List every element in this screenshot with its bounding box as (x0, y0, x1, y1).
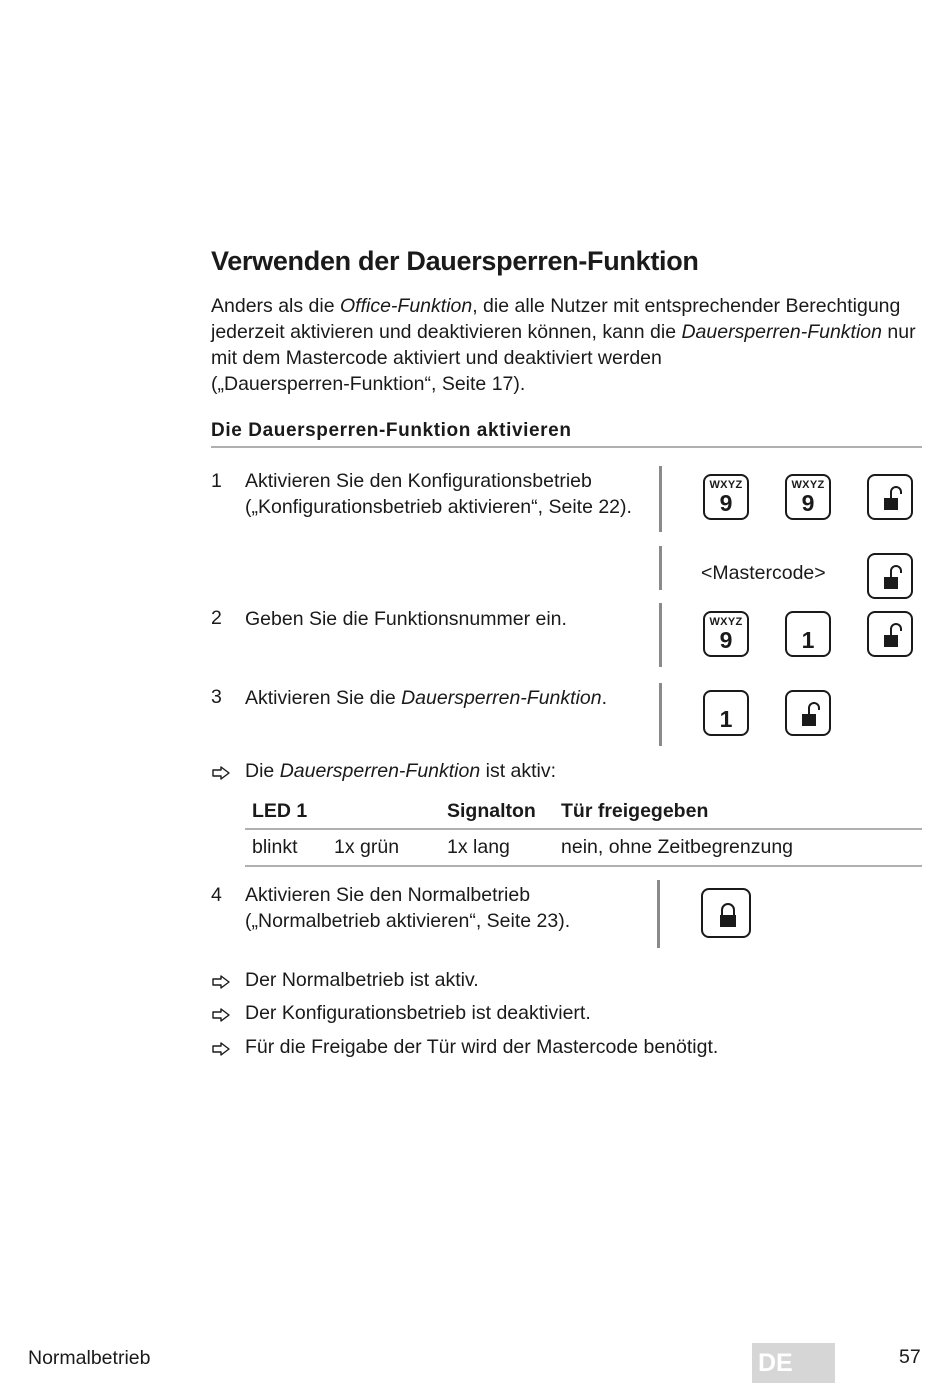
result-arrow-icon (211, 1042, 231, 1056)
table-cell: 1x lang (447, 836, 510, 858)
step-divider (657, 880, 660, 948)
unlock-key[interactable] (867, 553, 913, 599)
result-arrow-icon (211, 1008, 231, 1022)
result-text: Für die Freigabe der Tür wird der Mastercode benötigt. (245, 1036, 719, 1058)
step-divider (659, 466, 662, 532)
key-digit: 1 (719, 706, 733, 732)
unlock-key[interactable] (867, 474, 913, 520)
lock-icon (703, 890, 753, 940)
step-line: („Konfigurationsbetrieb aktivieren“, Seite 22). (245, 496, 632, 518)
key-digit: 9 (801, 490, 815, 516)
page-number: 57 (899, 1346, 921, 1368)
mastercode-label: <Mastercode> (701, 562, 826, 584)
key-digit: 1 (801, 627, 815, 653)
intro-text: mit dem Mastercode aktiviert und deaktiviert werden (211, 347, 662, 369)
step-number: 3 (211, 686, 222, 708)
key-letters: WXYZ (709, 616, 743, 628)
step-line: („Normalbetrieb aktivieren“, Seite 23). (245, 910, 571, 932)
table-cell: nein, ohne Zeitbegrenzung (561, 836, 794, 858)
key-digit: 9 (719, 627, 733, 653)
step-4-text (245, 882, 570, 934)
step-2-text: Geben Sie die Funktionsnummer ein. (245, 608, 567, 630)
unlock-icon (787, 692, 833, 738)
key-letters: WXYZ (709, 479, 743, 491)
table-header-door: Tür freigegeben (561, 800, 709, 822)
intro-text: nur (881, 321, 916, 343)
unlock-icon (869, 476, 915, 522)
unlock-key[interactable] (785, 690, 831, 736)
intro-text: , die alle Nutzer mit entsprechender Berechtigung (472, 295, 901, 317)
result-text: Der Konfigurationsbetrieb ist deaktiviert. (245, 1002, 591, 1024)
step-1-text (245, 468, 632, 520)
key-9-wxyz[interactable] (785, 474, 831, 520)
step-number: 2 (211, 607, 222, 629)
result-active-text (245, 760, 556, 783)
step-emphasis: Dauersperren-Funktion (401, 687, 602, 709)
step-line: Aktivieren Sie den Konfigurationsbetrieb (245, 470, 592, 492)
key-9-wxyz[interactable] (703, 474, 749, 520)
intro-text: jederzeit aktivieren und deaktivieren können, kann die (211, 321, 682, 343)
footer-section-title: Normalbetrieb (28, 1347, 151, 1369)
result-text: Der Normalbetrieb ist aktiv. (245, 969, 479, 991)
table-cell: blinkt (252, 836, 298, 858)
unlock-icon (869, 613, 915, 659)
step-divider (659, 683, 662, 746)
result-emphasis: Dauersperren-Funktion (279, 760, 481, 782)
result-text: Die (245, 760, 280, 782)
step-number: 1 (211, 470, 222, 492)
key-digit: 9 (719, 490, 733, 516)
key-1[interactable] (785, 611, 831, 657)
table-header-signal: Signalton (447, 800, 536, 822)
key-letters: WXYZ (791, 479, 825, 491)
step-divider (659, 603, 662, 667)
result-text: ist aktiv: (480, 760, 557, 782)
language-tag: DE (752, 1343, 835, 1383)
unlock-icon (869, 555, 915, 601)
step-number: 4 (211, 884, 222, 906)
table-cell: 1x grün (334, 836, 400, 858)
table-header-led: LED 1 (252, 800, 308, 822)
subheading-rule (211, 446, 922, 448)
step-3-text (245, 685, 607, 711)
table-rule (245, 828, 922, 830)
page-title: Verwenden der Dauersperren-Funktion (211, 246, 699, 276)
result-arrow-icon (211, 766, 231, 780)
step-line: Aktivieren Sie die (245, 687, 402, 709)
lock-key[interactable] (701, 888, 751, 938)
key-9-wxyz[interactable] (703, 611, 749, 657)
key-1[interactable] (703, 690, 749, 736)
section-subheading: Die Dauersperren-Funktion aktivieren (211, 420, 572, 441)
step-line: Aktivieren Sie den Normalbetrieb (245, 884, 531, 906)
result-arrow-icon (211, 975, 231, 989)
intro-text: („Dauersperren-Funktion“, Seite 17). (211, 373, 526, 395)
unlock-key[interactable] (867, 611, 913, 657)
step-divider (659, 546, 662, 590)
intro-emphasis: Office-Funktion (340, 295, 473, 317)
intro-text: Anders als die (211, 295, 340, 317)
step-line: . (601, 687, 608, 709)
intro-paragraph (211, 293, 931, 397)
intro-emphasis: Dauersperren-Funktion (681, 321, 882, 343)
table-rule (245, 865, 922, 867)
